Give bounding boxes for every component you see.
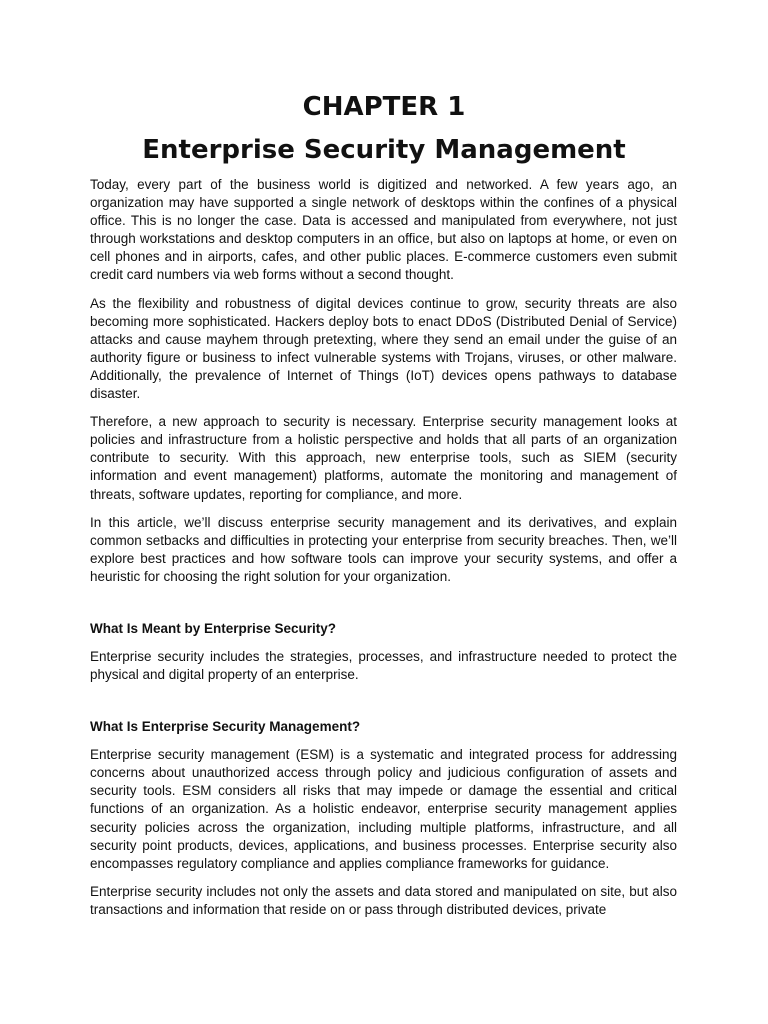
section-paragraph: Enterprise security includes the strategies, processes, and infrastructure needed to protect the physical and digital property of an enterprise. xyxy=(90,648,677,683)
chapter-number: CHAPTER 1 xyxy=(302,92,466,122)
intro-paragraph: Therefore, a new approach to security is necessary. Enterprise security management looks at policies and infrastructure from a holistic perspective and holds that all parts of an organization contribute to security. With this approach, new enterprise tools, such as SIEM (security information and event management) platforms, automate the monitoring and management of threats, software updates, reporting for compliance, and more. xyxy=(90,414,677,502)
section-heading: What Is Meant by Enterprise Security? xyxy=(90,620,337,636)
section-paragraph: Enterprise security includes not only the assets and data stored and manipulated on site, but also transactions and information that reside on or pass through distributed devices, private xyxy=(90,883,677,917)
intro-paragraph: In this article, we’ll discuss enterprise security management and its derivatives, and explain common setbacks and difficulties in protecting your enterprise from security breaches. Then, we’ll explore best practices and how software tools can improve your security systems, and offer a heuristic for choosing the right solution for your organization. xyxy=(90,514,677,584)
section-paragraph: Enterprise security management (ESM) is a systematic and integrated process for addressing concerns about unauthorized access through policy and judicious configuration of assets and security tools. ESM considers all risks that may impede or damage the essential and critical functions of an organization. As a holistic endeavor, enterprise security management applies security policies across the organization, including multiple platforms, infrastructure, and all security point products, devices, applications, and business processes. Enterprise security also encompasses regulatory compliance and applies compliance frameworks for guidance. xyxy=(90,747,677,871)
chapter-title: Enterprise Security Management xyxy=(142,135,626,165)
section-heading: What Is Enterprise Security Management? xyxy=(90,719,361,735)
document-body xyxy=(90,176,677,929)
intro-paragraph: As the flexibility and robustness of digital devices continue to grow, security threats are also becoming more sophisticated. Hackers deploy bots to enact DDoS (Distributed Denial of Service) attacks and cause mayhem through pretexting, where they send an email under the guise of an authority figure or business to infect vulnerable systems with Trojans, viruses, or other malware. Additionally, the prevalence of Internet of Things (IoT) devices opens pathways to database disaster. xyxy=(90,295,677,402)
intro-paragraph: Today, every part of the business world is digitized and networked. A few years ago, an organization may have supported a single network of desktops within the confines of a physical office. This is no longer the case. Data is accessed and manipulated from everywhere, not just through workstations and desktop computers in an office, but also on laptops at home, or even on cell phones and in airports, cafes, and other public places. E-commerce customers even submit credit card numbers via web forms without a second thought. xyxy=(90,177,677,283)
